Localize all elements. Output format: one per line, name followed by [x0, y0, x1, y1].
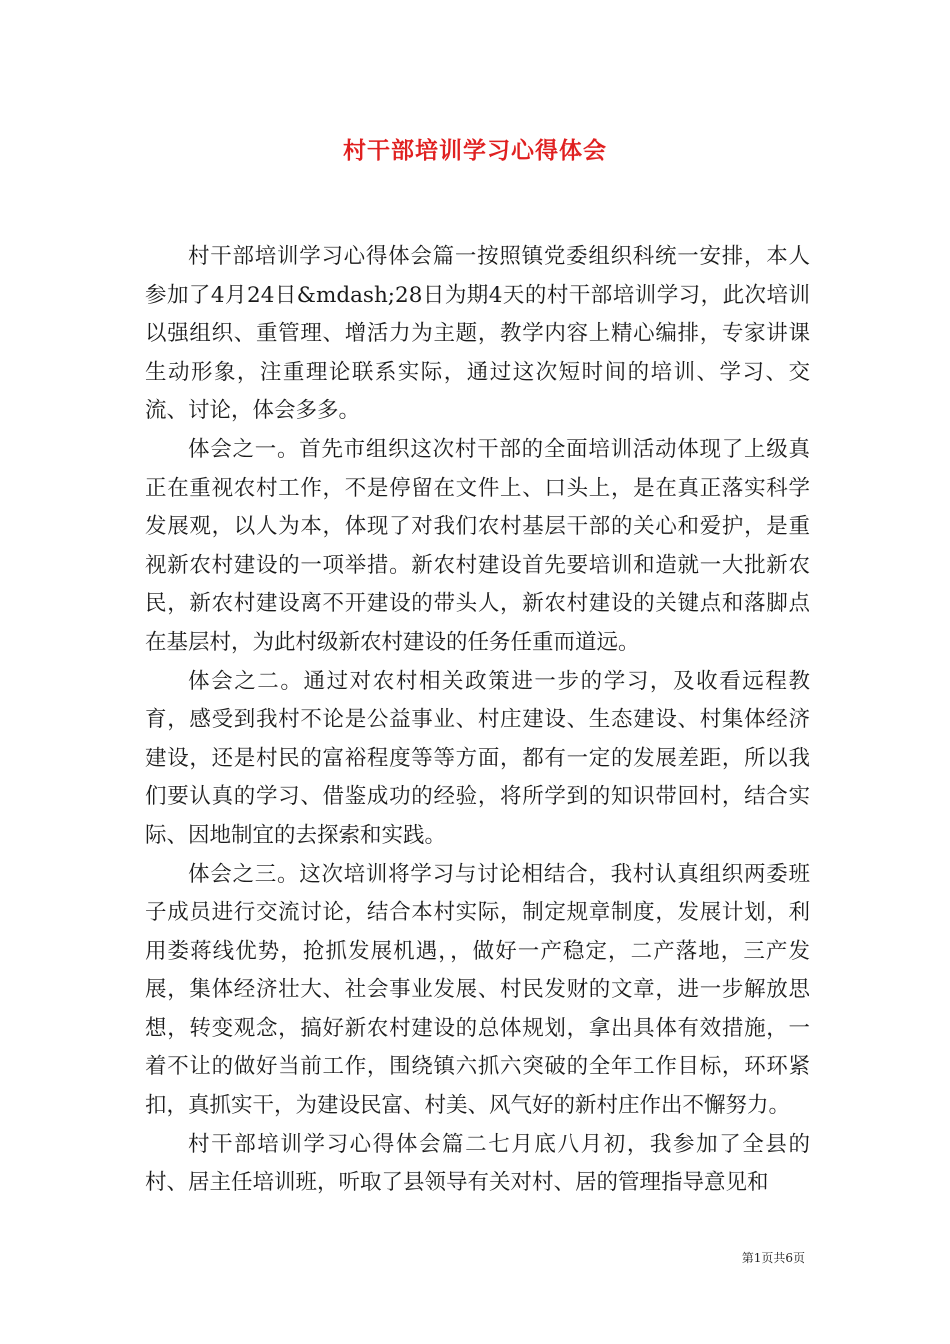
paragraph-3: 体会之二。通过对农村相关政策进一步的学习，及收看远程教育，感受到我村不论是公益事业、村庄建设、生态建设、村集体经济建设，还是村民的富裕程度等等方面，都有一定的发展差距，所以我们要认真的学习、借鉴成功的经验，将所学到的知识带回村，结合实际、因地制宜的去探索和实践。 [145, 668, 810, 848]
paragraph-2: 体会之一。首先市组织这次村干部的全面培训活动体现了上级真正在重视农村工作，不是停留在文件上、口头上，是在真正落实科学发展观，以人为本，体现了对我们农村基层干部的关心和爱护，是重视新农村建设的一项举措。新农村建设首先要培训和造就一大批新农民，新农村建设离不开建设的带头人，新农村建设的关键点和落脚点在基层村，为此村级新农村建设的任务任重而道远。 [145, 436, 810, 655]
document-title: 村干部培训学习心得体会 [343, 137, 607, 164]
page-number: 第1页共6页 [741, 1251, 805, 1265]
document-body [145, 238, 810, 1203]
paragraph-5: 村干部培训学习心得体会篇二七月底八月初，我参加了全县的村、居主任培训班，听取了县领导有关对村、居的管理指导意见和 [145, 1131, 810, 1196]
paragraph-4: 体会之三。这次培训将学习与讨论相结合，我村认真组织两委班子成员进行交流讨论，结合本村实际，制定规章制度，发展计划，利用娄蒋线优势，抢抓发展机遇，，做好一产稳定，二产落地，三产发展，集体经济壮大、社会事业发展、村民发财的文章，进一步解放思想，转变观念，搞好新农村建设的总体规划，拿出具体有效措施，一着不让的做好当前工作，围绕镇六抓六突破的全年工作目标，环环紧扣，真抓实干，为建设民富、村美、风气好的新村庄作出不懈努力。 [145, 861, 810, 1119]
paragraph-1: 村干部培训学习心得体会篇一按照镇党委组织科统一安排，本人参加了4月24日&mdash;28日为期4天的村干部培训学习，此次培训以强组织、重管理、增活力为主题，教学内容上精心编排，专家讲课生动形象，注重理论联系实际，通过这次短时间的培训、学习、交流、讨论，体会多多。 [145, 244, 810, 424]
